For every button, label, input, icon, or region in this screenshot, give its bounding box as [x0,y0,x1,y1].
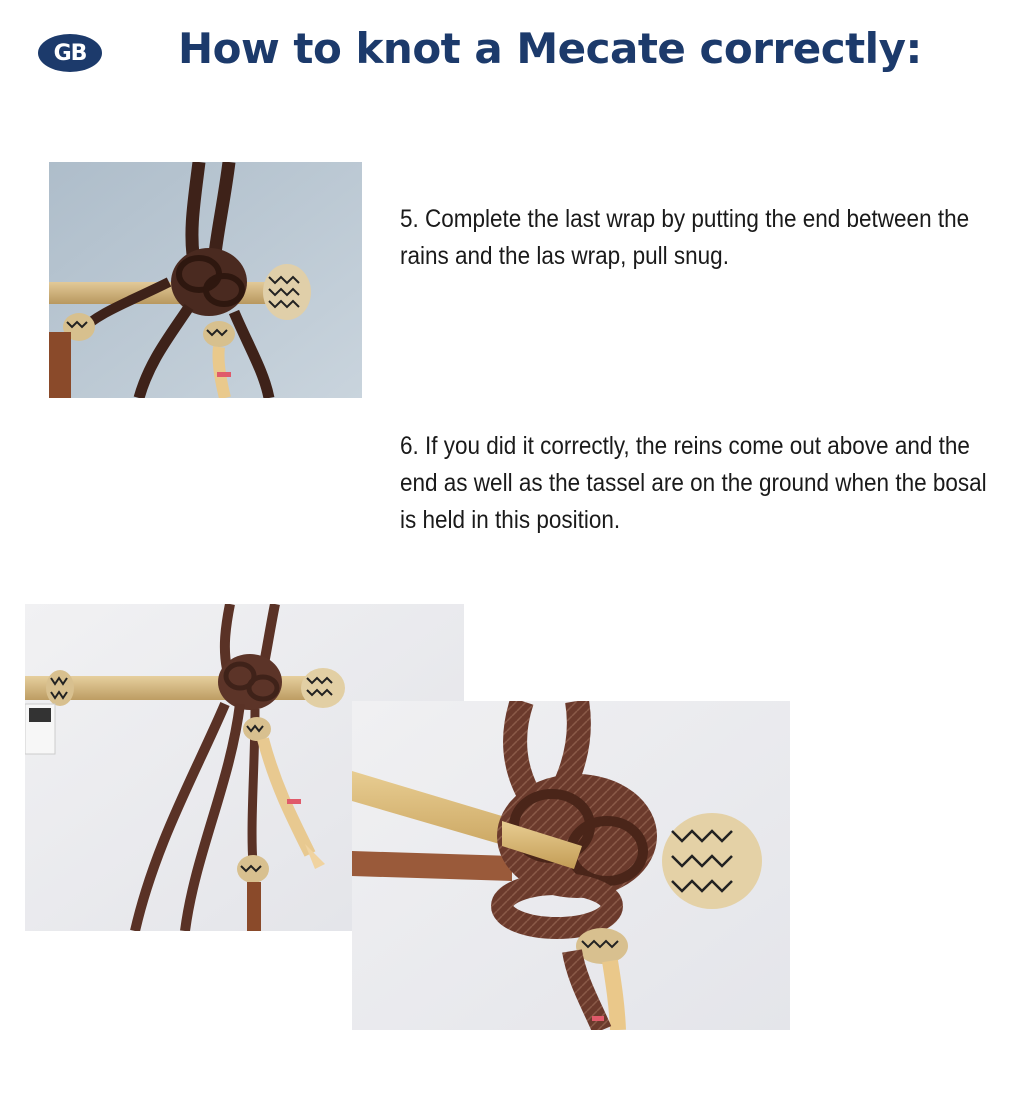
language-badge: GB [38,34,102,72]
photo-step-5 [49,162,362,398]
step-5-text: 5. Complete the last wrap by putting the end between the rains and the las wrap, pull snug. [400,205,970,270]
page-title: How to knot a Mecate correctly: [178,24,922,73]
photo-step-6-closeup [352,701,790,1030]
step-6-text: 6. If you did it correctly, the reins come out above and the end as well as the tassel are on the ground when the bosal is held in this position. [400,432,987,534]
